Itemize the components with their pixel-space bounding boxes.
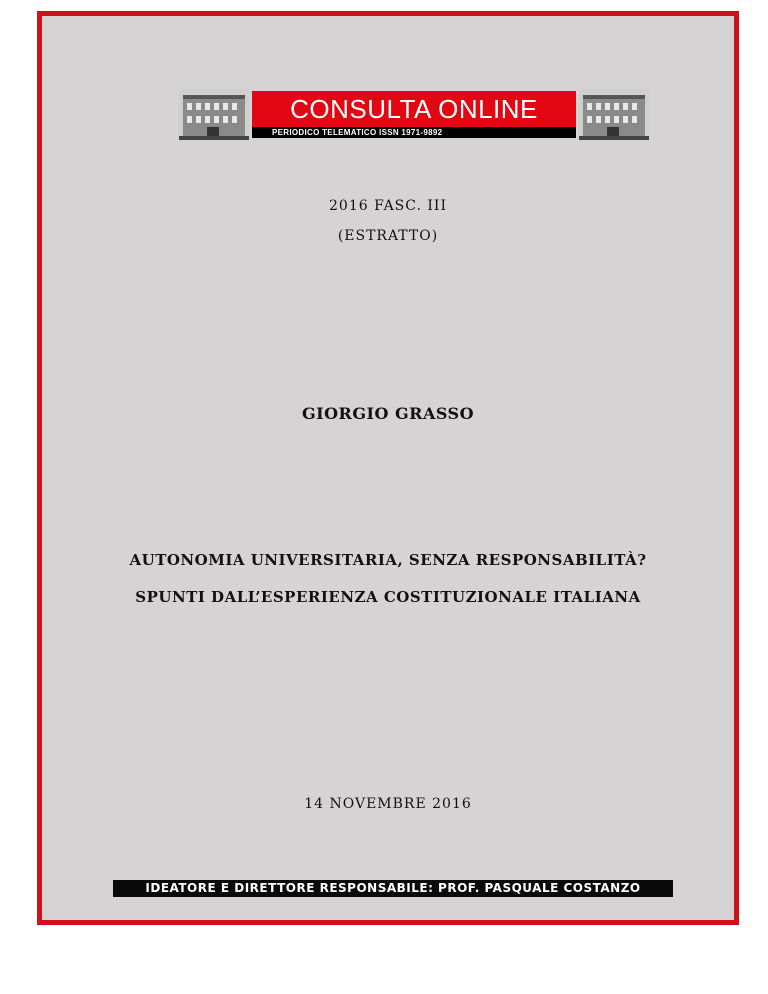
logo-title: CONSULTA ONLINE: [252, 91, 576, 127]
editor-footer: IDEATORE E DIRETTORE RESPONSABILE: PROF. PASQUALE COSTANZO: [113, 880, 673, 897]
building-engraving-right: [579, 89, 649, 140]
consulta-online-logo: [252, 91, 576, 139]
building-engraving-left: [179, 89, 249, 140]
extract-label: (ESTRATTO): [337, 228, 439, 244]
publication-date: 14 NOVEMBRE 2016: [304, 796, 472, 812]
logo-subtitle: PERIODICO TELEMATICO ISSN 1971-9892: [252, 127, 576, 138]
masthead: [179, 89, 649, 140]
article-title-line-2: SPUNTI DALL’ESPERIENZA COSTITUZIONALE ITALIANA: [135, 588, 641, 606]
article-title-line-1: AUTONOMIA UNIVERSITARIA, SENZA RESPONSABILITÀ?: [129, 551, 647, 569]
author-name: GIORGIO GRASSO: [301, 404, 475, 423]
cover-page: [37, 11, 739, 925]
issue-label: 2016 FASC. III: [329, 198, 447, 214]
